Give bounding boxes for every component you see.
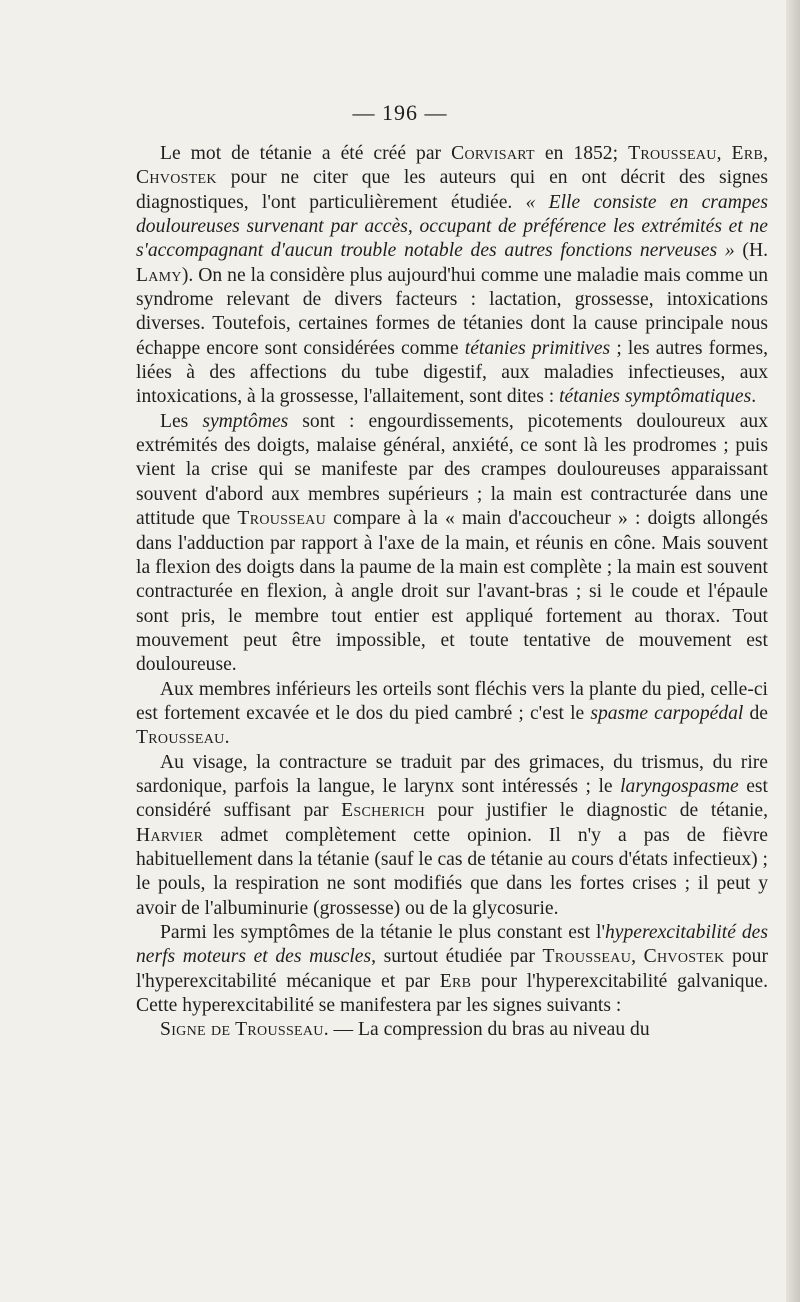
text-run: pour l'hyperexcitabilité mécanique et par [136, 946, 768, 992]
paragraph [136, 142, 768, 410]
paragraph [136, 1018, 768, 1042]
text-run: Le mot de tétanie a été créé par [160, 143, 452, 164]
text-run: Les [160, 410, 203, 432]
text-run: admet complètement cette opinion. Il n'y a pas de fièvre habituellement dans la tétanie (sauf le cas de tétanie au cours d'états infectieux) ; le pouls, la respiration ne sont modifiés que dans les fortes crises ; il peut y avoir de l'albuminurie (grossesse) ou de la glycosurie. [136, 824, 768, 919]
text-run: de [743, 702, 768, 724]
author-name: Harvier [136, 824, 204, 846]
author-name: Erb [439, 970, 472, 992]
text-run: est considéré suffisant par [136, 775, 768, 822]
text-run: . [224, 727, 230, 749]
text-run: , [631, 946, 644, 968]
text-run: Au visage, la contracture se traduit par des grimaces, du trismus, du rire sardonique, parfois la langue, le larynx sont intéressés ; le [136, 751, 768, 797]
text-run: pour justifier le diagnostic de tétanie, [425, 800, 768, 822]
author-name: Trousseau [542, 946, 632, 968]
text-run: compare à la « main d'accoucheur » : doigts allongés dans l'adduction par rapport à l'axe de la main, et réunis en cône. Mais souvent la flexion des doigts dans la paume de la main est complète ; la main est souvent contracturée en flexion, à angle droit sur l'avant-bras ; si le coude et l'épaule sont pris, le membre tout entier est appliqué fortement au thorax. Tout mouvement peut être impossible, et toute tentative de mouvement est douloureuse. [136, 508, 768, 676]
text-run: , [763, 143, 768, 164]
page-edge [786, 0, 800, 1302]
italic-text: tétanies symptômatiques [559, 386, 752, 408]
author-name: Corvisart [451, 143, 535, 164]
text-run: pour ne citer que les auteurs qui en ont décrit des signes diagnostiques, l'ont particulièrement étudiée. [136, 167, 768, 213]
author-name: Trousseau [136, 727, 225, 749]
paragraph [136, 751, 768, 921]
paragraph [136, 678, 768, 751]
author-name: Trousseau [237, 508, 326, 530]
author-name: Trousseau [628, 143, 717, 164]
body-text [136, 142, 768, 1043]
author-name: Erb [731, 143, 764, 164]
text-run: pour l'hyperexcitabilité galvanique. Cette hyperexcitabilité se manifestera par les signes suivants : [136, 970, 768, 1017]
text-run: sont : engourdissements, picotements douloureux aux extrémités des doigts, malaise général, anxiété, ce sont là les prodromes ; puis vient la crise qui se manifeste par des crampes douloureuses apparaissant souvent d'abord aux membres supérieurs ; la main est contracturée dans une attitude que [136, 410, 768, 530]
italic-text: hyperexcitabilité des nerfs moteurs et des muscles [136, 922, 768, 968]
text-run: en 1852; [534, 143, 629, 164]
text-run: . — La compression du bras au niveau du [323, 1019, 650, 1041]
author-name: Escherich [341, 800, 426, 822]
text-run: (H. [734, 240, 768, 262]
text-run: ). On ne la considère plus aujourd'hui comme une maladie mais comme un syndrome relevant de divers facteurs : lactation, grossesse, intoxications diverses. Toutefois, certaines formes de tétanies dont la cause principale nous échappe encore sont considérées comme [136, 264, 768, 359]
text-run: , surtout étudiée par [371, 946, 543, 968]
italic-text: « Elle consiste en crampes douloureuses survenant par accès, occupant de préférence les extrémités et ne s'accompagnant d'aucun trouble notable des autres fonctions nerveuses » [136, 191, 768, 262]
author-name: Chvostek [136, 167, 217, 189]
author-name: Signe de Trousseau [160, 1019, 324, 1041]
text-run: Parmi les symptômes de la tétanie le plus constant est l' [160, 922, 605, 943]
text-run: , [716, 143, 732, 164]
text-run: . [751, 386, 757, 408]
paragraph [136, 410, 768, 678]
paragraph [136, 921, 768, 1018]
italic-text: symptômes [202, 410, 289, 432]
author-name: Chvostek [643, 946, 725, 968]
italic-text: spasme carpopédal [590, 702, 744, 724]
page-number: — 196 — [352, 100, 448, 125]
author-name: Lamy [136, 264, 182, 286]
text-run: Aux membres inférieurs les orteils sont fléchis vers la plante du pied, celle-ci est fortement excavée et le dos du pied cambré ; c'est le [136, 678, 768, 724]
text-run: ; les autres formes, liées à des affections du tube digestif, aux maladies infectieuses, aux intoxications, à la grossesse, l'allaitement, sont dites : [136, 337, 768, 408]
italic-text: laryngospasme [620, 775, 739, 797]
italic-text: tétanies primitives [464, 337, 611, 359]
